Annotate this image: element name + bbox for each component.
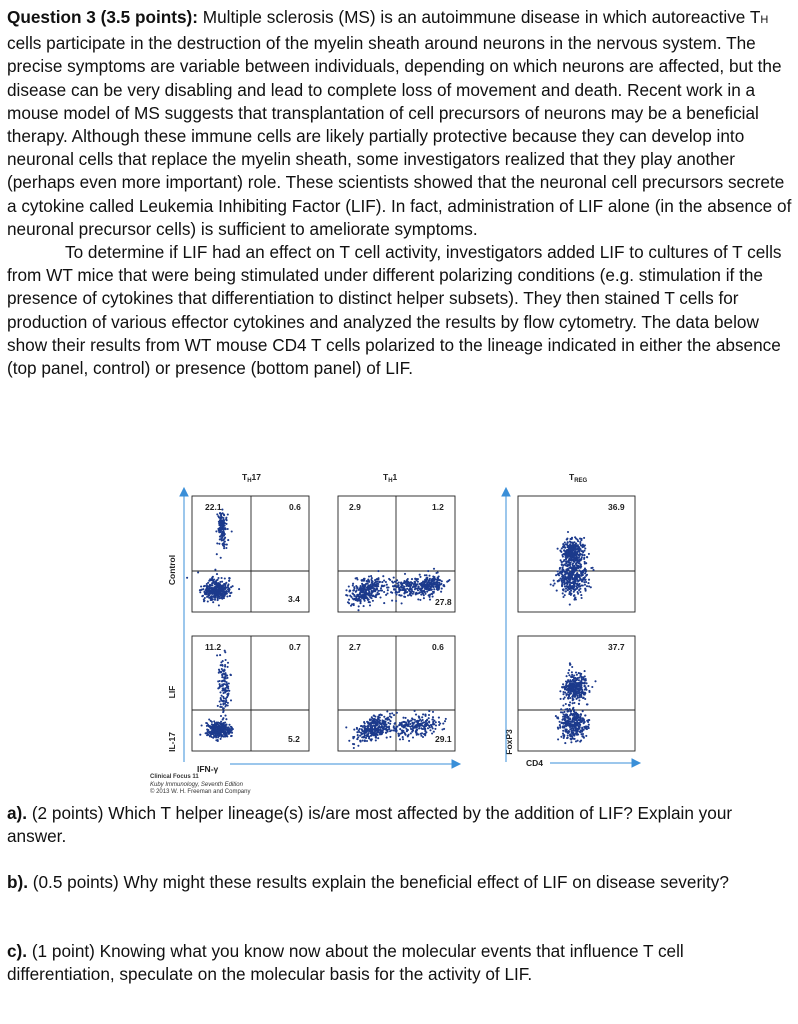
col-label-treg: $T_{REG}$ xyxy=(569,472,588,484)
cluster-th17-lif-il17pos xyxy=(216,650,232,734)
pct-th17-control-ul: 22.1 xyxy=(205,502,222,512)
intro-p1-start: Multiple sclerosis (MS) is an autoimmune disease in which autoreactive T xyxy=(202,7,761,27)
intro-text xyxy=(7,6,793,380)
question-c-label: c). xyxy=(7,941,28,961)
pct-th1-control-ul: 2.9 xyxy=(349,502,361,512)
credit-line-2: Kuby Immunology, Seventh Edition xyxy=(150,781,243,788)
question-a xyxy=(7,802,793,848)
pct-th17-lif-ur: 0.7 xyxy=(289,642,301,652)
pct-th1-control-lr: 27.8 xyxy=(435,597,452,607)
x-axis-label-ifng: IFN-γ xyxy=(197,764,219,774)
col-label-th1: $T_H1$ xyxy=(383,472,398,484)
credit-line-3: © 2013 W. H. Freeman and Company xyxy=(150,789,251,795)
pct-th1-lif-lr: 29.1 xyxy=(435,734,452,744)
question-c xyxy=(7,940,793,986)
question-a-text: (2 points) Which T helper lineage(s) is/are most affected by the addition of LIF? Explain your answer. xyxy=(7,803,733,846)
left-x-arrowhead xyxy=(452,760,460,768)
x-axis-label-cd4: CD4 xyxy=(526,758,544,768)
y-axis-label-foxp3: FoxP3 xyxy=(504,729,514,755)
question-a-label: a). xyxy=(7,803,28,823)
flow-cytometry-figure xyxy=(150,466,650,776)
cluster-treg-lif-foxp3pos xyxy=(559,662,596,710)
pct-th1-control-ur: 1.2 xyxy=(432,502,444,512)
pct-th17-control-lr: 3.4 xyxy=(288,594,300,604)
question-heading: Question 3 (3.5 points): xyxy=(7,7,198,27)
figure-credit xyxy=(150,774,250,797)
row-label-control: Control xyxy=(167,554,177,586)
question-b xyxy=(7,871,793,894)
intro-paragraph-2: To determine if LIF had an effect on T cell activity, investigators added LIF to cultures of T cells from WT mice that were being stimulated under different polarizing conditions (e.g. stimulation if the presence of cytokines that differentiation to distinct helper subsets). They then stained T cells for production of various effector cytokines and analyzed the results by flow cytometry. The data below show their results from WT mouse CD4 T cells polarized to the lineage indicated in either the absence (top panel, control) or presence (bottom panel) of LIF. xyxy=(7,242,782,379)
right-x-arrowhead xyxy=(632,759,640,767)
pct-th1-lif-ul: 2.7 xyxy=(349,642,361,652)
pct-treg-control: 36.9 xyxy=(608,502,625,512)
pct-th17-lif-ul: 11.2 xyxy=(205,642,222,652)
col-label-th17: $T_H17$ xyxy=(242,472,262,484)
cluster-th1-control-ifng-hi xyxy=(416,568,450,601)
pct-th17-lif-lr: 5.2 xyxy=(288,734,300,744)
intro-paragraph-1 xyxy=(7,6,793,241)
cluster-th1-control-neg xyxy=(345,570,389,611)
pct-treg-lif: 37.7 xyxy=(608,642,625,652)
pct-th1-lif-ur: 0.6 xyxy=(432,642,444,652)
credit-line-1: Clinical Focus 11 xyxy=(150,774,199,780)
cluster-th17-control-neg xyxy=(186,569,240,607)
th-subscript: H xyxy=(760,14,769,26)
pct-th17-control-ur: 0.6 xyxy=(289,502,301,512)
cluster-th17-control-il17pos xyxy=(215,509,232,559)
intro-p1-rest: cells participate in the destruction of the myelin sheath around neurons in the nervous system. The precise symptoms are variable between individuals, depending on which neurons are affected, but the disease can be very disabling and lead to complete loss of movement and death. Recent work in a mouse model of MS suggests that transplantation of cell precursors of neurons may be a beneficial therapy. Although these immune cells are likely partially protective because they can develop into neuronal cells that replace the myelin sheath, some investigators realized that they play another (perhaps even more important) role. These scientists showed that the neuronal cell precursors secrete a cytokine called Leukemia Inhibiting Factor (LIF). In fact, administration of LIF alone (in the absence of neuronal precursor cells) is sufficient to ameliorate symptoms. xyxy=(7,33,792,239)
cluster-th17-lif-neg xyxy=(199,718,234,742)
question-b-text: (0.5 points) Why might these results explain the beneficial effect of LIF on disease severity? xyxy=(28,872,729,892)
right-y-arrowhead xyxy=(502,488,510,496)
question-b-label: b). xyxy=(7,872,28,892)
left-y-arrowhead xyxy=(180,488,188,496)
y-axis-label-il17: IL-17 xyxy=(167,732,177,752)
question-c-text: (1 point) Knowing what you know now about the molecular events that influence T cell differentiation, speculate on the molecular basis for the activity of LIF. xyxy=(7,941,684,984)
row-label-lif: LIF xyxy=(167,685,177,699)
dot-clusters xyxy=(186,509,597,750)
